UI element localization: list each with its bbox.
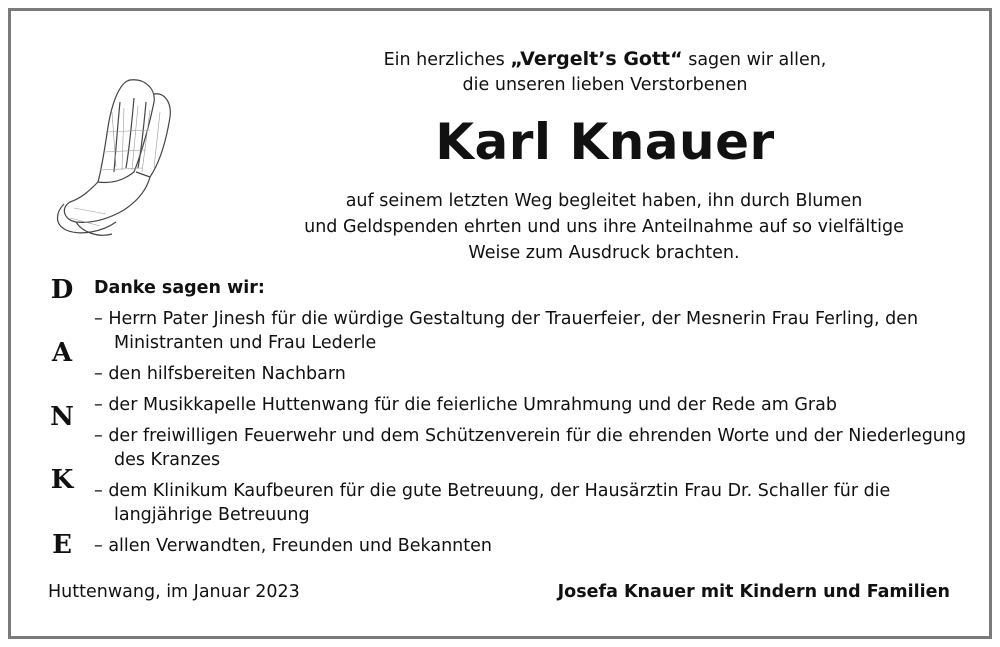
intro-line-1 [300,47,910,72]
place-date: Huttenwang, im Januar 2023 [48,582,300,602]
body-line: und Geldspenden ehrten und uns ihre Anteilnahme auf so vielfältige [304,217,904,237]
body-line: Weise zum Ausdruck brachten. [468,243,740,263]
intro-line-2: die unseren lieben Verstorbenen [462,75,748,95]
thanks-item: – allen Verwandten, Freunden und Bekannten [94,536,492,556]
vergelts-gott-phrase: „Vergelt’s Gott“ [510,48,683,70]
thanks-item: – den hilfsbereiten Nachbarn [94,364,346,384]
signature: Josefa Knauer mit Kindern und Familien [557,582,950,602]
danke-letter-k: K [50,465,74,495]
thanks-heading: Danke sagen wir: [94,278,265,298]
intro-line-1-pre: Ein herzliches [383,50,511,70]
deceased-name: Karl Knauer [435,113,775,171]
thanks-item: – dem Klinikum Kaufbeuren für die gute Betreuung, der Hausärztin Frau Dr. Schaller für die langjährige Betreuung [94,481,891,525]
body-text [268,188,940,266]
danke-letter-a: A [51,338,73,368]
danke-letter-d: D [50,275,74,305]
danke-letter-e: E [52,530,72,560]
thanks-item: – der Musikkapelle Huttenwang für die feierliche Umrahmung und der Rede am Grab [94,395,837,415]
thanks-item: – Herrn Pater Jinesh für die würdige Gestaltung der Trauerfeier, der Mesnerin Frau Ferling, den Ministranten und Frau Lederle [94,309,919,353]
praying-hands-icon [50,72,220,242]
danke-letter-n: N [50,402,74,432]
body-line: auf seinem letzten Weg begleitet haben, ihn durch Blumen [345,191,863,211]
thanks-item: – der freiwilligen Feuerwehr und dem Schützenverein für die ehrenden Worte und der Niederlegung des Kranzes [94,426,967,470]
thanks-list [94,276,974,565]
intro-line-1-post: sagen wir allen, [682,50,827,70]
